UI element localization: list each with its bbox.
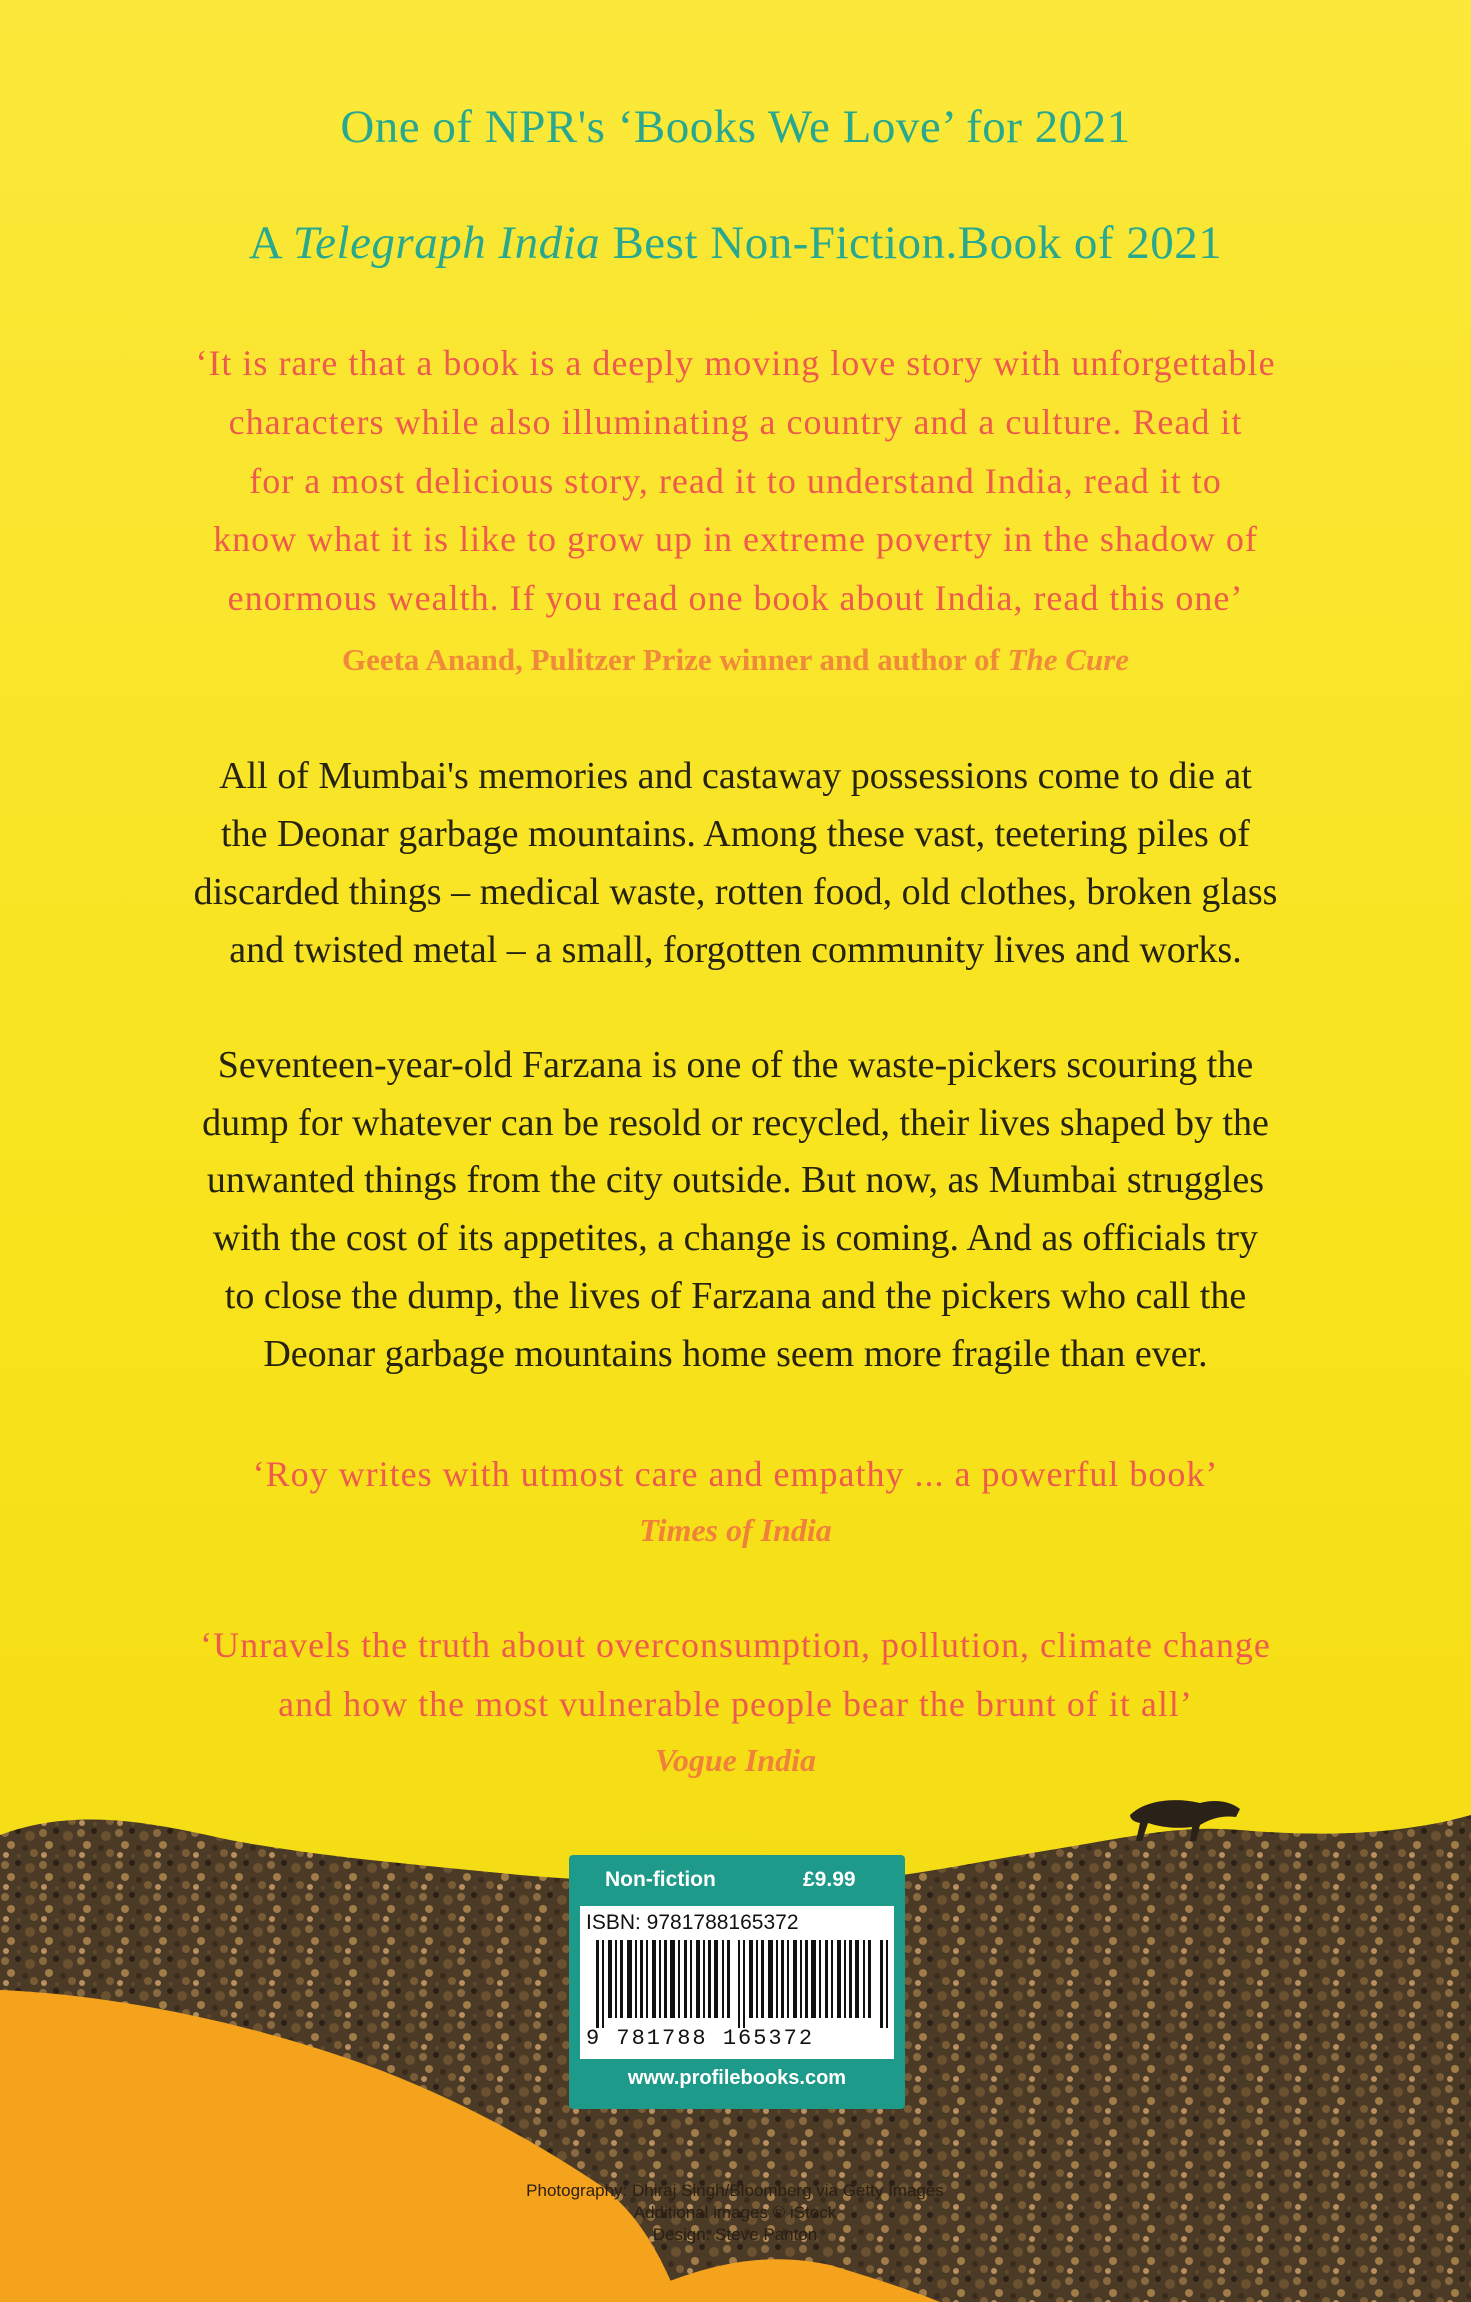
quote2-text: ‘Roy writes with utmost care and empathy ... a powerful book’ bbox=[252, 1454, 1219, 1494]
website-label: www.profilebooks.com bbox=[627, 2067, 847, 2089]
quote1-attribution-title: The Cure bbox=[1007, 642, 1130, 677]
photo-credits bbox=[420, 2180, 1050, 2246]
blurb2-line: unwanted things from the city outside. But now, as Mumbai struggles bbox=[206, 1159, 1265, 1201]
quote2-attribution: Times of India bbox=[639, 1512, 832, 1548]
barcode-digits: 9 781788 165372 bbox=[586, 2026, 815, 2051]
quote1-attribution: Geeta Anand, Pulitzer Prize winner and author of The Cure bbox=[341, 642, 1130, 677]
quote1-line: know what it is like to grow up in extreme poverty in the shadow of bbox=[213, 519, 1258, 559]
category-label: Non-fiction bbox=[605, 1868, 716, 1891]
price-sticker-header bbox=[569, 1855, 905, 1905]
quote3-attribution: Vogue India bbox=[655, 1742, 816, 1778]
quote1-line: ‘It is rare that a book is a deeply moving love story with unforgettable bbox=[195, 343, 1276, 383]
blurb1-line: and twisted metal – a small, forgotten community lives and works. bbox=[229, 929, 1242, 971]
price-sticker-panel bbox=[569, 1855, 905, 2109]
quote1-line: characters while also illuminating a country and a culture. Read it bbox=[228, 402, 1243, 442]
credit-photography: Photography: Dhiraj Singh/Bloomberg via Getty Images bbox=[526, 2181, 944, 2200]
award-telegraph: A Telegraph India Best Non-Fiction.Book of 2021 bbox=[248, 217, 1223, 269]
quote1-line: enormous wealth. If you read one book about India, read this one’ bbox=[227, 578, 1244, 618]
blurb1-line: the Deonar garbage mountains. Among these vast, teetering piles of bbox=[221, 813, 1250, 855]
blurb2-line: dump for whatever can be resold or recycled, their lives shaped by the bbox=[202, 1102, 1269, 1144]
quote3-line: ‘Unravels the truth about overconsumption, pollution, climate change bbox=[200, 1625, 1271, 1665]
barcode bbox=[596, 1940, 890, 2028]
blurb2-line: to close the dump, the lives of Farzana and the pickers who call the bbox=[224, 1275, 1247, 1317]
blurb2-line: Deonar garbage mountains home seem more fragile than ever. bbox=[263, 1333, 1208, 1375]
quote3-line: and how the most vulnerable people bear the brunt of it all’ bbox=[278, 1684, 1193, 1724]
barcode-area bbox=[580, 1906, 894, 2059]
award-telegraph-publication: Telegraph India bbox=[292, 217, 601, 269]
credit-additional: Additional images © iStock bbox=[633, 2203, 837, 2222]
blurb1-line: discarded things – medical waste, rotten food, old clothes, broken glass bbox=[193, 871, 1278, 913]
blurb2-line: Seventeen-year-old Farzana is one of the waste-pickers scouring the bbox=[217, 1044, 1254, 1086]
isbn-label: ISBN: 9781788165372 bbox=[586, 1911, 799, 1934]
credit-design: Design: Steve Panton bbox=[652, 2225, 818, 2244]
price-label: £9.99 bbox=[803, 1868, 856, 1891]
blurb2-line: with the cost of its appetites, a change is coming. And as officials try bbox=[212, 1217, 1259, 1259]
quote1-line: for a most delicious story, read it to understand India, read it to bbox=[249, 461, 1222, 501]
blurb1-line: All of Mumbai's memories and castaway possessions come to die at bbox=[219, 755, 1252, 797]
award-npr: One of NPR's ‘Books We Love’ for 2021 bbox=[340, 101, 1131, 153]
